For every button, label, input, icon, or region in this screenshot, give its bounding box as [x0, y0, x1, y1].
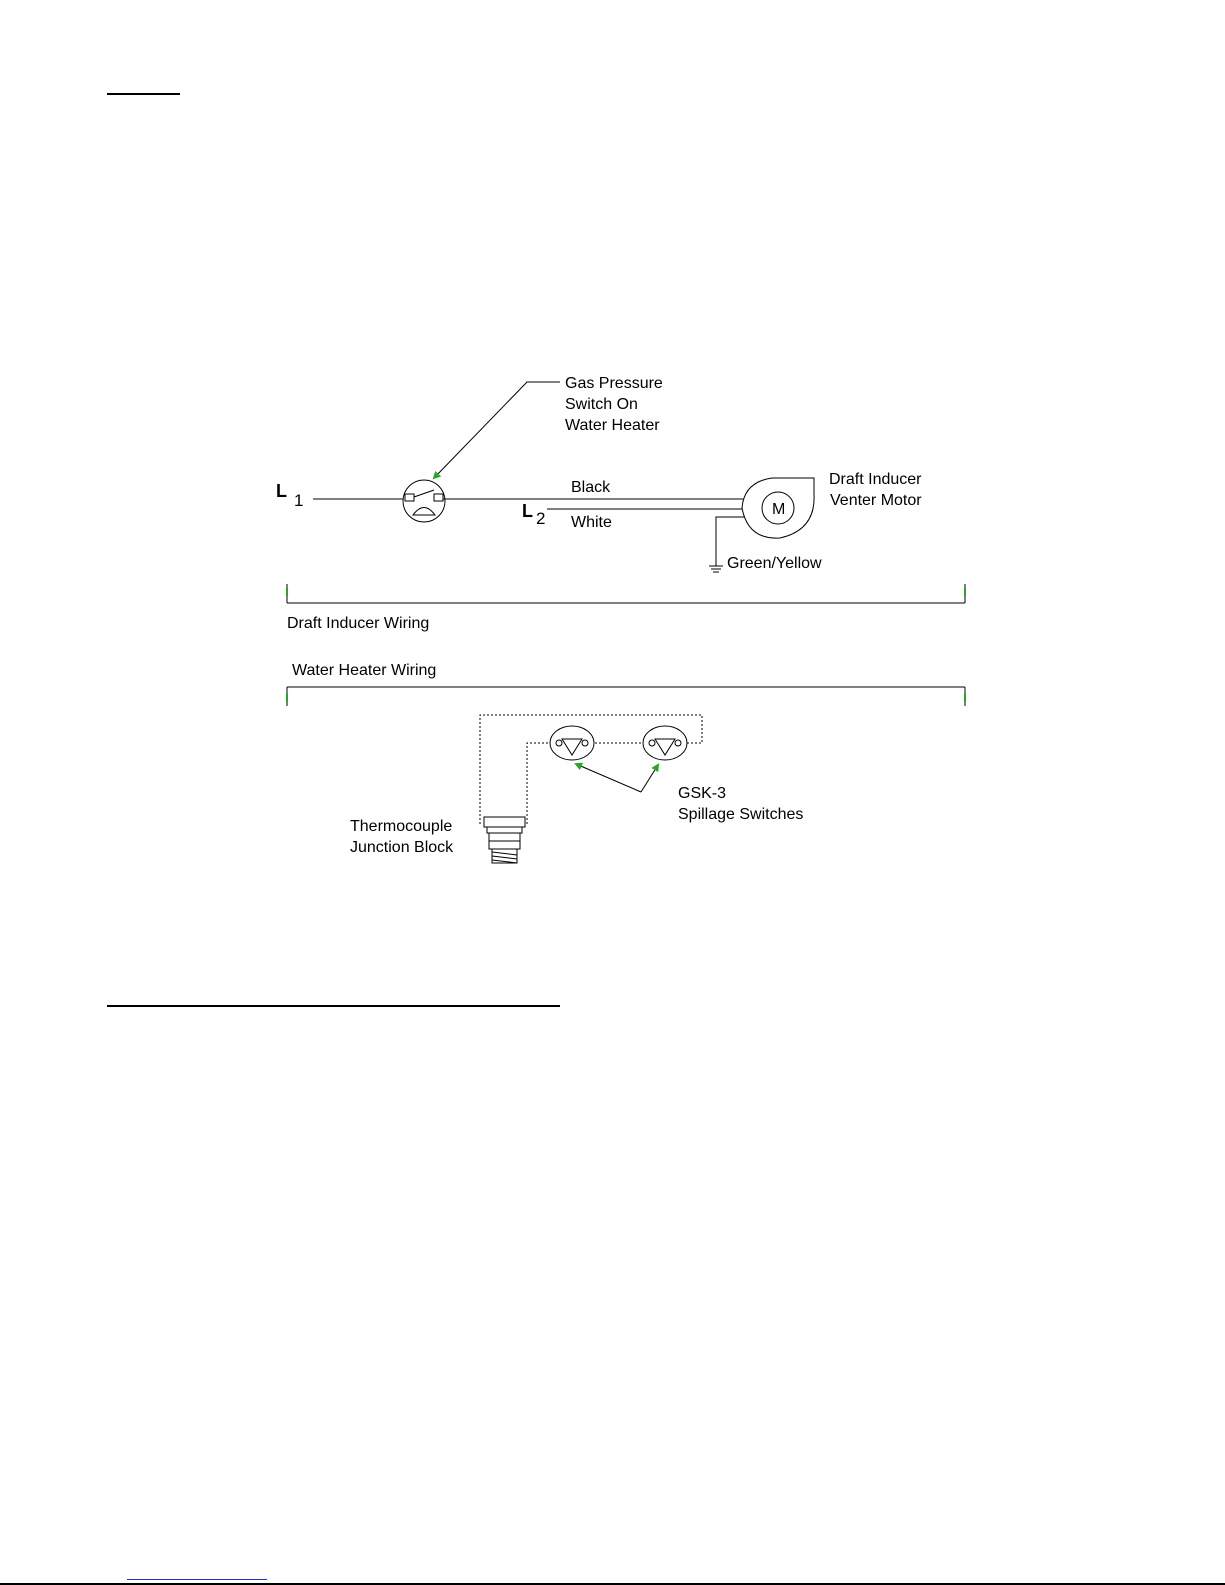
l1-letter: L: [276, 481, 287, 501]
l2-letter: L: [522, 501, 533, 521]
white-wire-label: White: [571, 514, 612, 531]
gsk3-leader-2: [641, 765, 658, 792]
draft-inducer-wiring-label: Draft Inducer Wiring: [287, 615, 430, 632]
l2-subscript: 2: [536, 509, 546, 528]
gsk3-label-2: Spillage Switches: [678, 806, 804, 823]
water-heater-wiring-bracket: [287, 687, 965, 706]
gas-pressure-switch-label-1: Gas Pressure: [565, 375, 663, 392]
ground-label: Green/Yellow: [727, 555, 822, 572]
gas-pressure-switch-label-3: Water Heater: [565, 417, 660, 434]
gsk3-leader-1: [576, 764, 641, 792]
gsk3-label-1: GSK-3: [678, 785, 727, 802]
ground-symbol: [709, 566, 723, 572]
spillage-switch-2-symbol: [643, 726, 687, 760]
spillage-switch-1-symbol: [550, 726, 594, 760]
motor-m-symbol: M: [772, 501, 786, 518]
gas-pressure-switch-symbol: [403, 480, 445, 522]
water-heater-wiring-label: Water Heater Wiring: [292, 662, 437, 679]
thermocouple-label-2: Junction Block: [350, 839, 454, 856]
l1-subscript: 1: [294, 491, 304, 510]
thermocouple-junction-block-symbol: [484, 817, 525, 863]
thermocouple-label-1: Thermocouple: [350, 818, 453, 835]
draft-inducer-motor-label-2: Venter Motor: [830, 492, 922, 509]
gas-pressure-switch-label-2: Switch On: [565, 396, 638, 413]
gas-switch-leader-line: [434, 382, 560, 478]
draft-inducer-motor-label-1: Draft Inducer: [829, 471, 922, 488]
draft-inducer-wiring-bracket: [287, 584, 965, 603]
black-wire-label: Black: [571, 479, 611, 496]
